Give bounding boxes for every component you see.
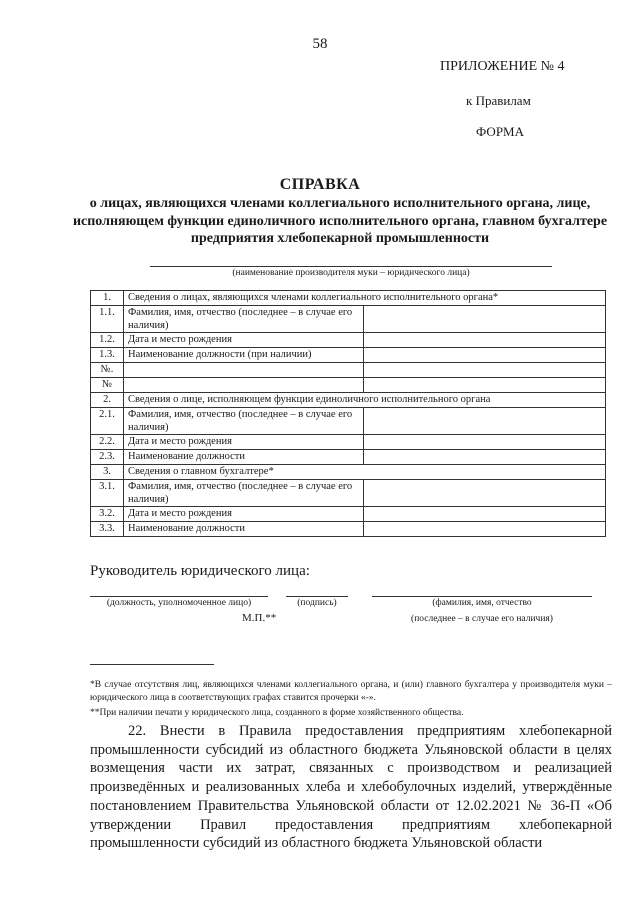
row-value-cell[interactable]: [364, 480, 606, 507]
row-number: 1.: [91, 291, 124, 306]
row-number: 2.3.: [91, 450, 124, 465]
row-number: 2.2.: [91, 435, 124, 450]
signature-heading: Руководитель юридического лица:: [90, 563, 310, 579]
footnote-1: *В случае отсутствия лиц, являющихся членами коллегиального органа, и (или) главного бухгалтера у производителя муки – юридического лица в соответствующих графах ставится прочерки «-».: [90, 680, 612, 703]
producer-name-line: [150, 266, 552, 267]
document-subtitle: о лицах, являющихся членами коллегиального исполнительного органа, лице, исполняющем функции единоличного исполнительного органа, главном бухгалтере предприятия хлебопекарной промышленности: [72, 196, 608, 246]
row-number: 1.2.: [91, 333, 124, 348]
table-row: [91, 507, 606, 522]
row-number: №: [91, 378, 124, 393]
row-number: №.: [91, 363, 124, 378]
row-value-cell[interactable]: [364, 378, 606, 393]
row-label: Наименование должности: [124, 522, 364, 537]
table-row: [91, 363, 606, 378]
row-value-cell[interactable]: [364, 435, 606, 450]
appendix-label: ПРИЛОЖЕНИЕ № 4: [440, 59, 565, 74]
row-value-cell[interactable]: [364, 363, 606, 378]
row-label: [124, 363, 364, 378]
row-label: Сведения о лице, исполняющем функции единоличного исполнительного органа: [124, 393, 606, 408]
row-number: 1.3.: [91, 348, 124, 363]
row-number: 1.1.: [91, 306, 124, 333]
table-row: [91, 435, 606, 450]
row-value-cell[interactable]: [364, 408, 606, 435]
body-paragraph: [90, 722, 612, 853]
row-label: Дата и место рождения: [124, 507, 364, 522]
info-table-body: [91, 291, 606, 537]
footnote-separator: [90, 664, 214, 665]
table-row: [91, 522, 606, 537]
row-value-cell[interactable]: [364, 333, 606, 348]
body-paragraph-text: 22. Внести в Правила предоставления предприятиям хлебопекарной промышленности субсидий из областного бюджета Ульяновской области в целях возмещения части их затрат, связанных с производством и реализацией произведённых и реализованных хлеба и хлебобулочных изделий, утверждённые постановлением Правительства Ульяновской области от 12.02.2021 № 36-П «Об утверждении Правил предоставления предприятиям хлебопекарной промышленности субсидий из областного бюджета Ульяновской области: [90, 723, 612, 852]
row-number: 2.1.: [91, 408, 124, 435]
row-value-cell[interactable]: [364, 450, 606, 465]
row-number: 3.1.: [91, 480, 124, 507]
document-title: СПРАВКА: [279, 176, 361, 193]
row-label: Сведения о главном бухгалтере*: [124, 465, 606, 480]
signature-caption: (подпись): [297, 598, 337, 608]
row-label: [124, 378, 364, 393]
row-value-cell[interactable]: [364, 522, 606, 537]
row-label: Дата и место рождения: [124, 435, 364, 450]
stamp-place: М.П.**: [242, 612, 277, 624]
page-number: 58: [312, 36, 328, 52]
table-row: [91, 348, 606, 363]
row-number: 3.3.: [91, 522, 124, 537]
table-row: [91, 333, 606, 348]
table-row: [91, 408, 606, 435]
table-row: [91, 393, 606, 408]
row-number: 3.2.: [91, 507, 124, 522]
row-value-cell[interactable]: [364, 306, 606, 333]
row-label: Наименование должности (при наличии): [124, 348, 364, 363]
form-label: ФОРМА: [476, 124, 524, 139]
producer-caption: (наименование производителя муки – юридического лица): [232, 268, 470, 278]
row-label: Сведения о лицах, являющихся членами коллегиального исполнительного органа*: [124, 291, 606, 306]
table-row: [91, 291, 606, 306]
position-line: [90, 596, 268, 597]
table-row: [91, 465, 606, 480]
row-label: Фамилия, имя, отчество (последнее – в случае его наличия): [124, 306, 364, 333]
rules-reference: к Правилам: [466, 93, 531, 108]
row-number: 2.: [91, 393, 124, 408]
footnote-2: **При наличии печати у юридического лица, созданного в форме хозяйственного общества.: [90, 708, 464, 718]
full-name-line: [372, 596, 592, 597]
row-label: Наименование должности: [124, 450, 364, 465]
table-row: [91, 378, 606, 393]
row-label: Фамилия, имя, отчество (последнее – в случае его наличия): [124, 480, 364, 507]
row-number: 3.: [91, 465, 124, 480]
info-table: [90, 290, 606, 537]
row-label: Дата и место рождения: [124, 333, 364, 348]
table-row: [91, 480, 606, 507]
full-name-caption: (фамилия, имя, отчество: [432, 598, 532, 608]
row-value-cell[interactable]: [364, 507, 606, 522]
table-row: [91, 450, 606, 465]
position-caption: (должность, уполномоченное лицо): [106, 598, 252, 608]
signature-line: [286, 596, 348, 597]
row-label: Фамилия, имя, отчество (последнее – в случае его наличия): [124, 408, 364, 435]
row-value-cell[interactable]: [364, 348, 606, 363]
table-row: [91, 306, 606, 333]
full-name-caption-note: (последнее – в случае его наличия): [411, 614, 553, 624]
